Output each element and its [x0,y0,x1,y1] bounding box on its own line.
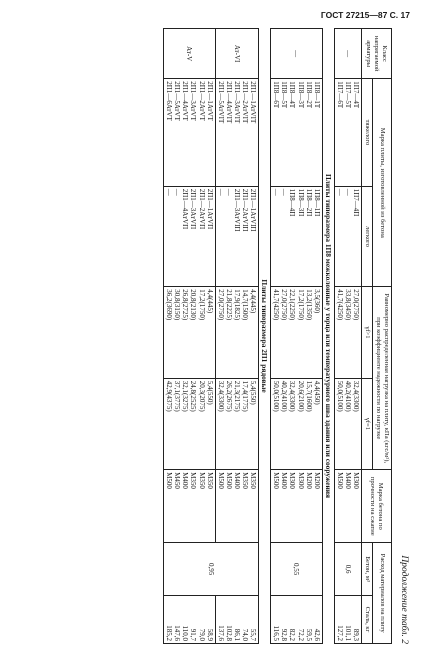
column-heavy: тяжелого [362,79,373,186]
cell-class: Ат-V [164,29,216,79]
column-consumption-group: Расход материалов на плиту [373,543,392,644]
column-load-group: Равномерно распределенная нагрузка на плиту, кПа (кгс/м²), при коэффициенте надежности по нагрузке [373,287,392,470]
table-row [215,29,258,644]
cell-steel: 89,3 101,1 127,2 [334,595,361,643]
cell-light: 2П1—1АтVП 2П1—2АтVП 2П1—3АтVП 2П1—4АтVП — — [164,186,216,287]
cell-heavy: 1П8—1Т 1П8—2Т 1П8—3Т 1П8—4Т 1П8—5Т 1П8—6Т [271,79,323,186]
column-concrete-volume: Бетон, м³ [362,543,373,596]
column-gf-eq1: γf=1 [362,378,373,469]
cell-heavy: 2П1—1АтVТ 2П1—2АтVТ 2П1—3АтVТ 2П1—4АтVТ 2П1—5АтVТ 2П1—6АтVТ [164,79,216,186]
column-concrete-mark: Марка бетона по прочности на сжатие [362,470,392,543]
cell-mark: М350 М350 М400 М500 М500 [215,470,258,543]
section-title: Плиты типоразмера 1П8 межколонные у торца или температурного шва здания или сооружения [322,29,334,644]
column-steel: Сталь, кг [362,595,373,643]
data-table [163,28,392,644]
cell-light: 1П8—1П 1П8—2П 1П8—3П 1П8—4П — — [271,186,323,287]
column-light: легкого [362,186,373,287]
cell-class: Ат-VI [215,29,258,79]
column-mark-group: Марка плиты, изготовленной из бетона [373,79,392,287]
column-gf-gt1: γf>1 [362,287,373,378]
cell-mark: М300 М400 М500 [334,470,361,543]
header-text: ГОСТ 27215—87 С. 17 [320,10,410,20]
cell-light: 1П7—4П — — [334,186,361,287]
cell-gf-eq1: 4,4(450) 15,7(1600) 20,6(2100) 32,4(3300) 40,2(4100) 50,0(5100) [271,378,323,469]
cell-gf-gt1: 27,0(2750) 33,8(3450) 41,7(4250) [334,287,361,378]
cell-gf-eq1: 32,4(3300) 40,2(4100) 50,0(5100) [334,378,361,469]
cell-heavy: 2П1—1АтVIТ 2П1—2АтVIТ 2П1—3АтVIТ 2П1—4АтVIТ 2П1—5АтVIТ [215,79,258,186]
section-title-row [259,29,271,644]
cell-gf-eq1: 5,4(550) 20,3(2075) 24,8(2525) 32,1(3275) 37,1(3775) 42,9(4375) [164,378,216,469]
table-row [271,29,323,644]
cell-mark: М200 М200 М300 М300 М400 М500 [271,470,323,543]
cell-steel: 42,6 59,5 72,2 82,2 92,8 116,5 [271,595,323,643]
cell-concrete: 0,95 [164,543,259,596]
cell-gf-gt1: 4,4(445) 17,2(1750) 20,8(2130) 26,8(2725) 30,8(3150) 36,2(3690) [164,287,216,378]
section-title: Плиты типоразмера 2П1 рядовые [259,29,271,644]
table-row [334,29,361,644]
rotated-page [14,28,410,646]
cell-gf-gt1: 3,5(360) 13,2(1350) 17,2(1750) 22,1(2250) 27,0(2750) 41,7(4250) [271,287,323,378]
table-continuation-caption: Продолжение табл. 2 [399,555,409,644]
cell-steel: 55,7 74,0 86,1 102,8 137,6 [215,595,258,643]
page-header [12,10,410,24]
cell-light: 2П1—1АтVIП 2П1—2АтVIП 2П1—3АтVIП — — [215,186,258,287]
column-class: Класс напрягаемой арматуры [362,29,392,79]
cell-gf-eq1: 5,4(550) 17,4(1775) 21,3(2175) 26,2(2675) 32,4(3300) [215,378,258,469]
cell-mark: М350 М350 М350 М400 М450 М500 [164,470,216,543]
cell-gf-gt1: 4,4(445) 14,7(1500) 17,9(1825) 21,8(2225) 27,0(2750) [215,287,258,378]
section-title-row [322,29,334,644]
cell-concrete: 0,6 [334,543,361,596]
cell-concrete: 0,55 [271,543,323,596]
cell-heavy: 1П7—4Т 1П7—5Т 1П7—6Т [334,79,361,186]
cell-class: — [271,29,323,79]
cell-class: — [334,29,361,79]
cell-steel: 58,9 79,0 91,7 110,0 147,6 185,2 [164,595,216,643]
